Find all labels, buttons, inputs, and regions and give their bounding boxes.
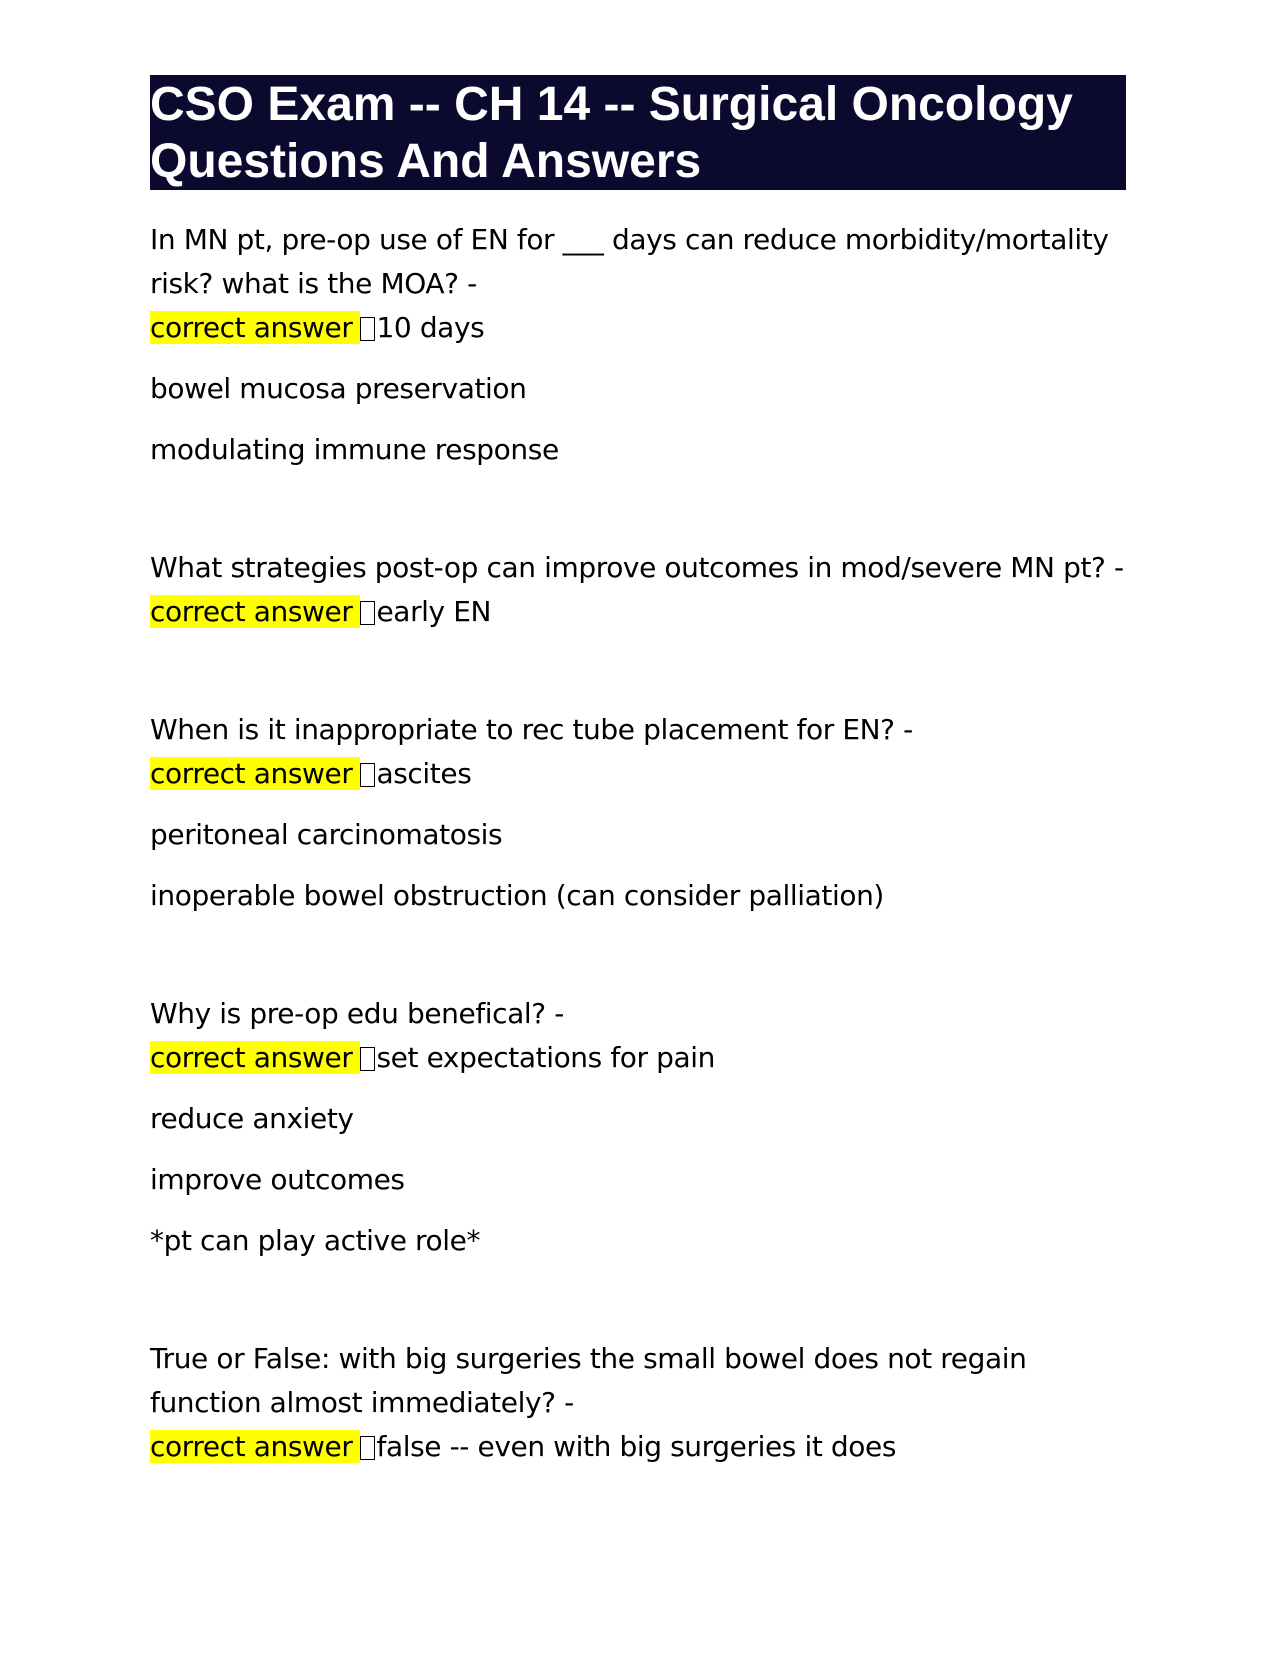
missing-glyph-box-icon: [360, 1436, 375, 1460]
answer-label: correct answer: [150, 757, 360, 790]
missing-glyph-box-icon: [360, 763, 375, 787]
document-page: [150, 75, 1126, 1469]
answer-line-5: [150, 1425, 1126, 1469]
answer-line-3: [150, 752, 1126, 796]
answer-label: correct answer: [150, 595, 360, 628]
question-1: In MN pt, pre-op use of EN for ___ days can reduce morbidity/mortality risk? what is the MOA? -: [150, 223, 1109, 300]
answer-extra-1-2: modulating immune response: [150, 433, 559, 466]
answer-line-1: [150, 306, 1126, 350]
answer-extra-1-1: bowel mucosa preservation: [150, 372, 527, 405]
answer-extra-3-1: peritoneal carcinomatosis: [150, 818, 503, 851]
question-5: True or False: with big surgeries the small bowel does not regain function almost immediately? -: [150, 1342, 1027, 1419]
answer-extra-3-2: inoperable bowel obstruction (can consider palliation): [150, 879, 884, 912]
qa-item-5: [150, 1337, 1126, 1469]
qa-item-3: [150, 708, 1126, 918]
missing-glyph-box-icon: [360, 317, 375, 341]
qa-list: [150, 218, 1126, 1469]
qa-item-4: [150, 992, 1126, 1263]
answer-extra-4-2: improve outcomes: [150, 1163, 405, 1196]
answer-3: ascites: [376, 757, 472, 790]
answer-label: correct answer: [150, 1041, 360, 1074]
qa-item-2: [150, 546, 1126, 634]
qa-item-1: [150, 218, 1126, 472]
document-title: CSO Exam -- CH 14 -- Surgical Oncology Questions And Answers: [150, 75, 1126, 190]
answer-line-2: [150, 590, 1126, 634]
answer-1: 10 days: [376, 311, 485, 344]
answer-extra-4-1: reduce anxiety: [150, 1102, 354, 1135]
answer-line-4: [150, 1036, 1126, 1080]
missing-glyph-box-icon: [360, 1047, 375, 1071]
answer-extra-4-3: *pt can play active role*: [150, 1224, 481, 1257]
missing-glyph-box-icon: [360, 601, 375, 625]
answer-4: set expectations for pain: [376, 1041, 715, 1074]
answer-label: correct answer: [150, 311, 360, 344]
answer-2: early EN: [376, 595, 492, 628]
question-2: What strategies post-op can improve outcomes in mod/severe MN pt? -: [150, 551, 1124, 584]
question-4: Why is pre-op edu benefical? -: [150, 997, 564, 1030]
answer-label: correct answer: [150, 1430, 360, 1463]
answer-5: false -- even with big surgeries it does: [376, 1430, 897, 1463]
question-3: When is it inappropriate to rec tube placement for EN? -: [150, 713, 913, 746]
